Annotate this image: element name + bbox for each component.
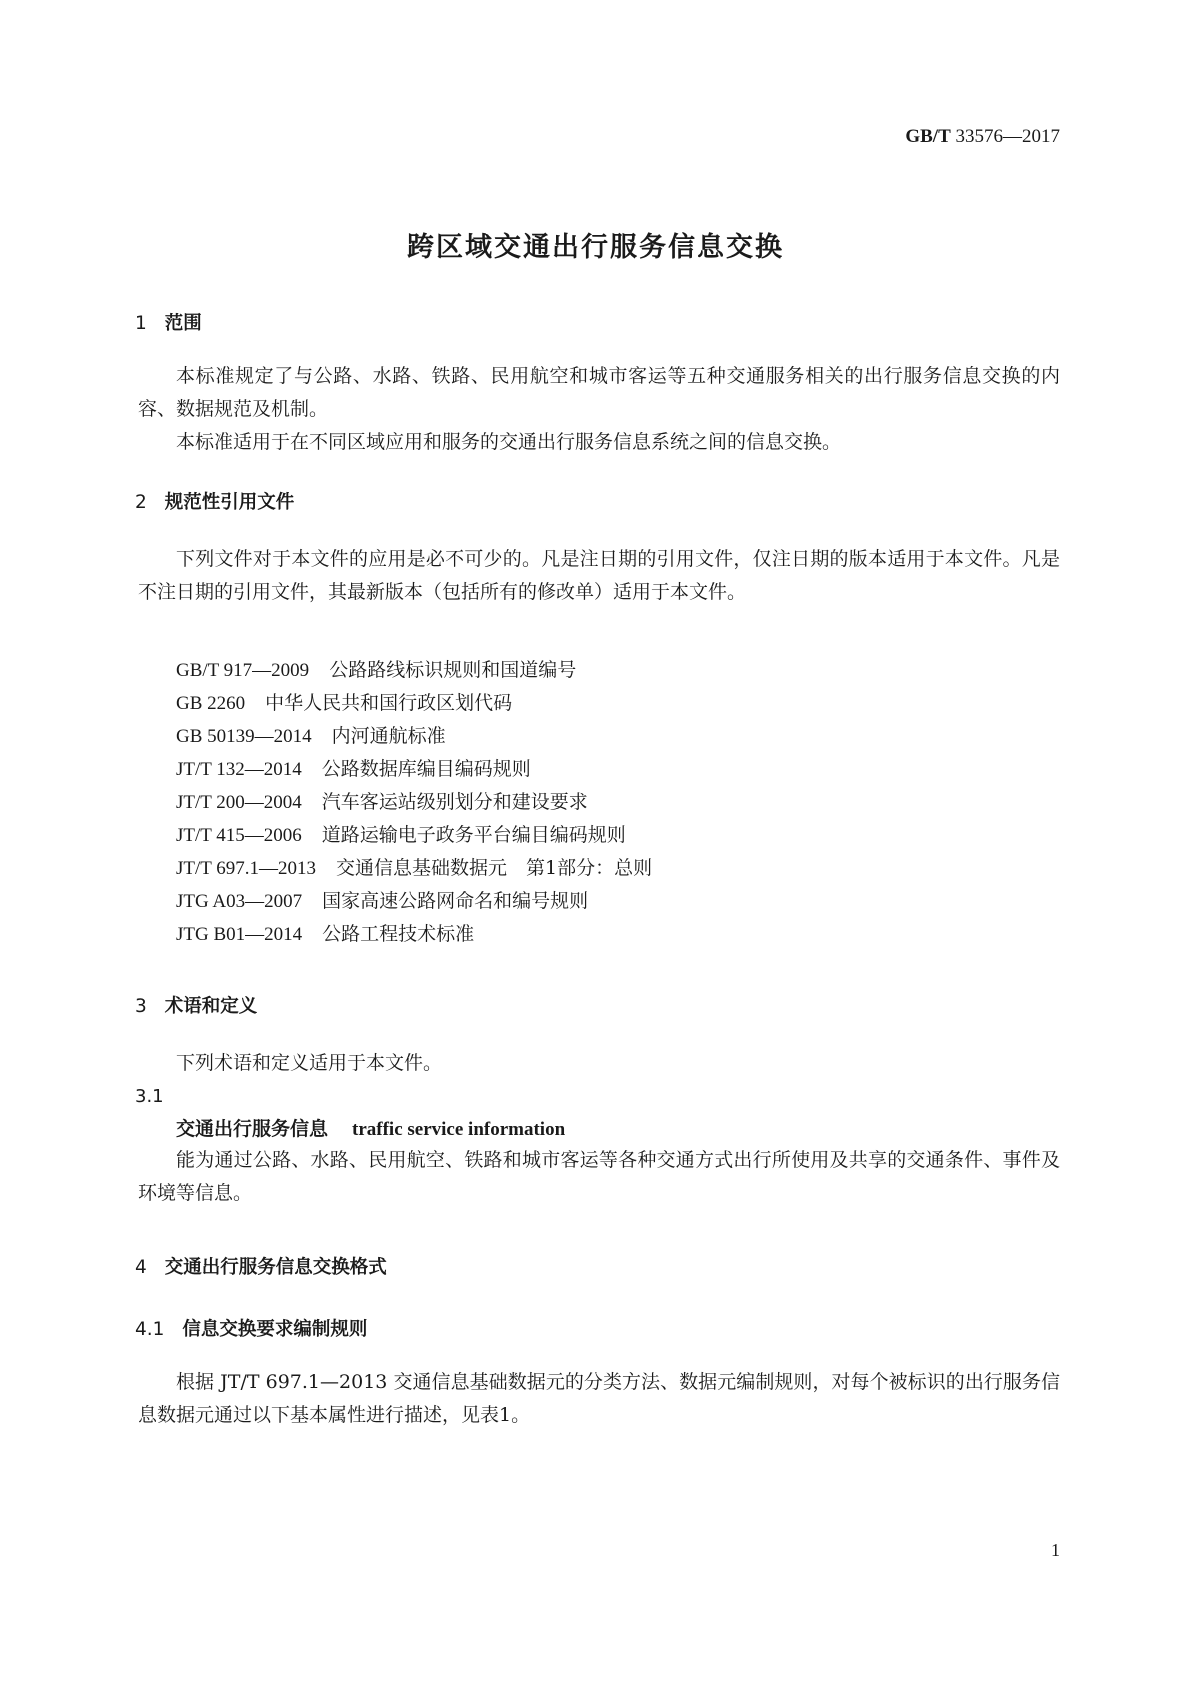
section-title: 范围: [164, 313, 202, 334]
reference-title: 道路运输电子政务平台编目编码规则: [321, 824, 626, 846]
section-4-heading: [135, 1253, 387, 1279]
reference-code: JT/T 415—2006: [176, 825, 302, 846]
reference-item: [176, 885, 652, 918]
section-4-1-paragraph: 根据 JT/T 697.1—2013 交通信息基础数据元的分类方法、数据元编制规则，对每个被标识的出行服务信息数据元通过以下基本属性进行描述，见表1。: [138, 1371, 1060, 1426]
section-title: 术语和定义: [164, 996, 258, 1017]
scope-paragraph-1: 本标准规定了与公路、水路、铁路、民用航空和城市客运等五种交通服务相关的出行服务信息交换的内容、数据规范及机制。: [138, 365, 1060, 420]
reference-code: GB/T 917—2009: [176, 660, 310, 681]
reference-code: JT/T 200—2004: [176, 792, 302, 813]
term-definition: 能为通过公路、水路、民用航空、铁路和城市客运等各种交通方式出行所使用及共享的交通条件、事件及环境等信息。: [138, 1149, 1060, 1204]
normative-references-intro: 下列文件对于本文件的应用是必不可少的。凡是注日期的引用文件，仅注日期的版本适用于本文件。凡是不注日期的引用文件，其最新版本（包括所有的修改单）适用于本文件。: [138, 548, 1060, 603]
reference-item: [176, 918, 652, 951]
section-4-1-heading: [135, 1315, 367, 1341]
terms-intro: 下列术语和定义适用于本文件。: [176, 1052, 443, 1074]
reference-code: JT/T 132—2014: [176, 759, 302, 780]
reference-list: [176, 654, 652, 951]
reference-item: [176, 687, 652, 720]
reference-item: [176, 654, 652, 687]
scope-paragraph-2: 本标准适用于在不同区域应用和服务的交通出行服务信息系统之间的信息交换。: [176, 431, 842, 453]
term-chinese: 交通出行服务信息: [176, 1118, 329, 1140]
reference-title: 公路数据库编目编码规则: [321, 758, 531, 780]
section-title: 规范性引用文件: [164, 492, 295, 513]
reference-code: GB 2260: [176, 693, 246, 714]
reference-code: JTG B01—2014: [176, 924, 303, 945]
reference-item: [176, 753, 652, 786]
section-number: 1: [135, 313, 147, 334]
reference-title: 公路工程技术标准: [322, 923, 475, 945]
section-number: 3: [135, 996, 147, 1017]
reference-code: GB 50139—2014: [176, 726, 312, 747]
section-1-heading: [135, 309, 202, 335]
reference-item: [176, 720, 652, 753]
section-title: 信息交换要求编制规则: [182, 1319, 368, 1340]
reference-title: 中华人民共和国行政区划代码: [265, 692, 513, 714]
reference-code: JTG A03—2007: [176, 891, 303, 912]
section-number: 2: [135, 492, 147, 513]
section-number: 4.1: [135, 1319, 165, 1340]
section-number: 4: [135, 1257, 147, 1278]
section-3-heading: [135, 992, 257, 1018]
reference-code: JT/T 697.1—2013: [176, 858, 317, 879]
page-number: 1: [1051, 1540, 1060, 1560]
term-english: traffic service information: [352, 1119, 566, 1140]
reference-title: 公路路线标识规则和国道编号: [329, 659, 577, 681]
reference-item: [176, 786, 652, 819]
section-2-heading: [135, 488, 294, 514]
reference-title: 内河通航标准: [331, 725, 446, 747]
reference-title: 交通信息基础数据元 第1部分：总则: [336, 857, 653, 879]
section-title: 交通出行服务信息交换格式: [164, 1257, 387, 1278]
reference-title: 汽车客运站级别划分和建设要求: [321, 791, 588, 813]
reference-title: 国家高速公路网命名和编号规则: [322, 890, 589, 912]
reference-item: [176, 852, 652, 885]
page-title: 跨区域交通出行服务信息交换: [407, 232, 784, 263]
term-number: 3.1: [135, 1086, 164, 1107]
standard-code: [810, 126, 1060, 148]
standard-prefix: GB/T: [905, 126, 951, 147]
term-entry: [176, 1114, 565, 1141]
standard-number: 33576—2017: [955, 126, 1060, 147]
reference-item: [176, 819, 652, 852]
